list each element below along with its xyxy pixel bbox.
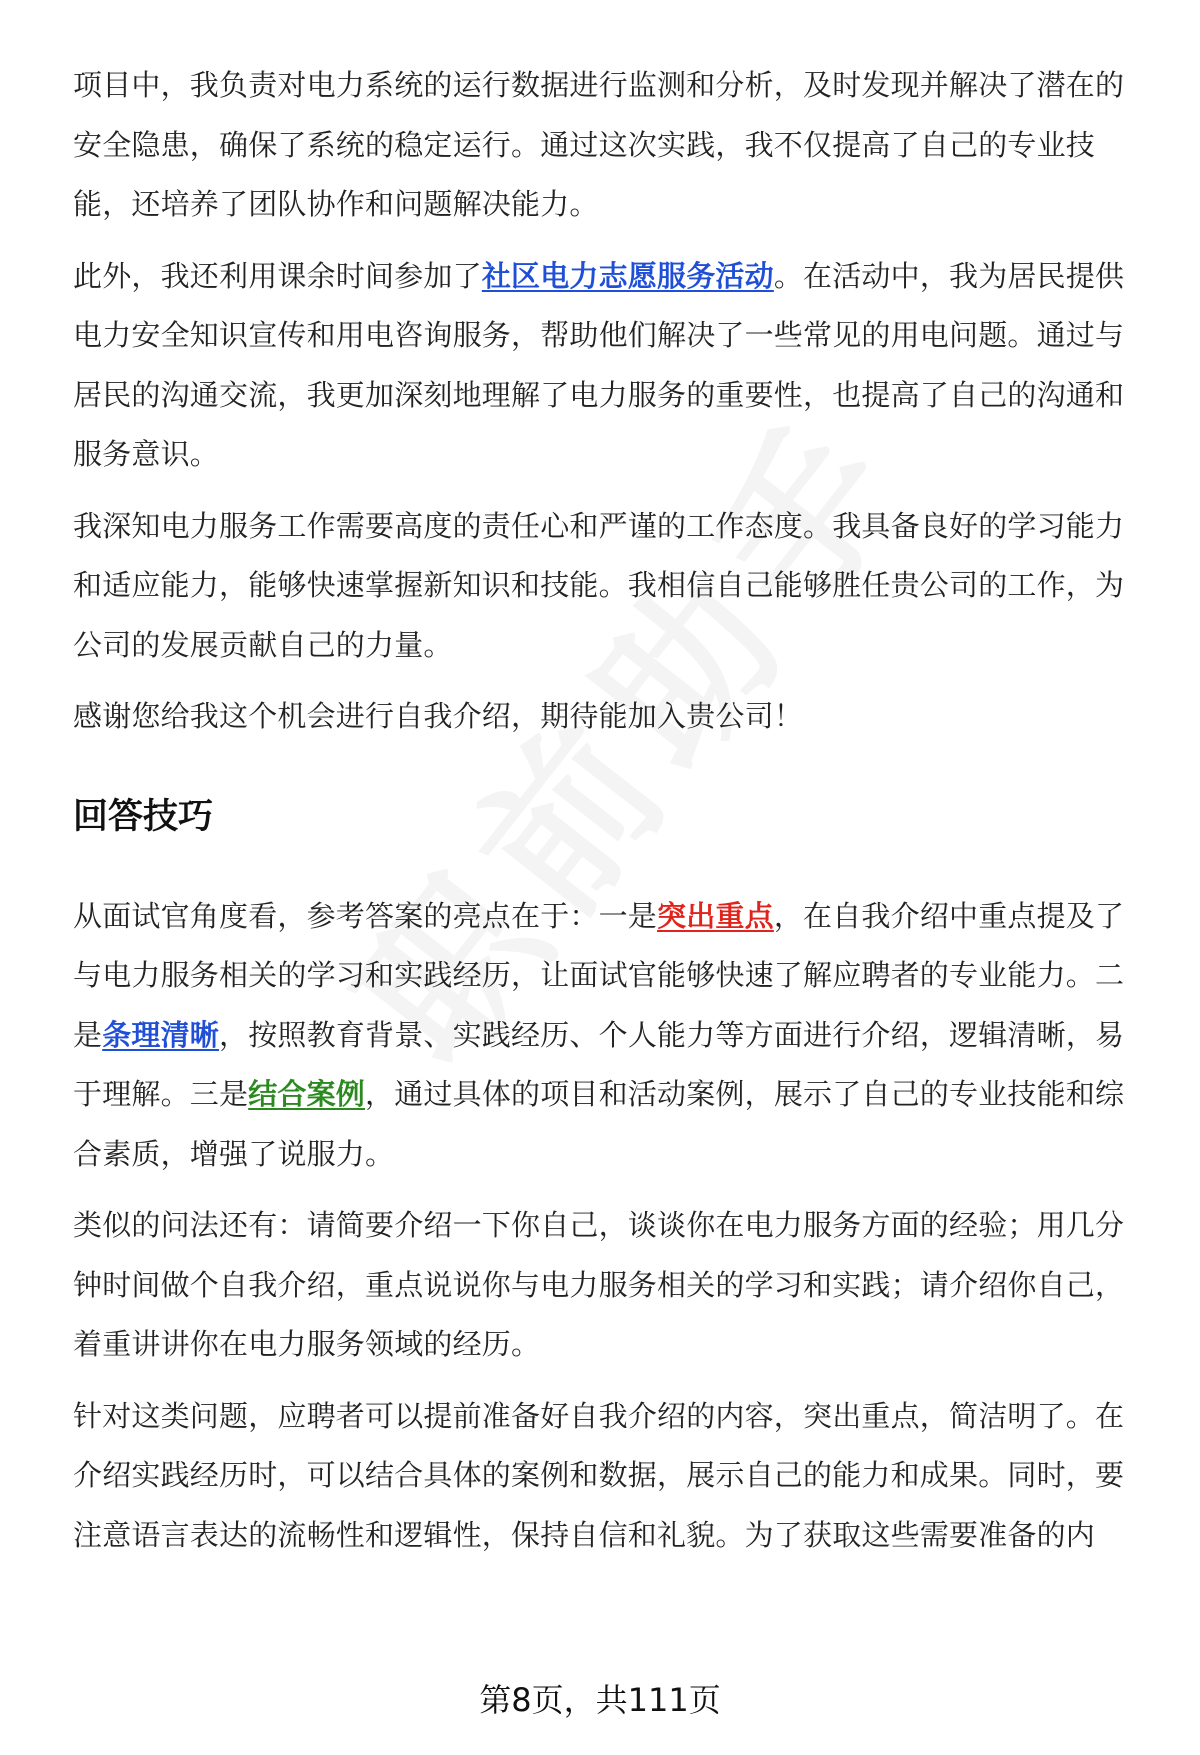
- highlights-text-2: ，在自我介绍中重点提及了与电力服务相关的学习和实践经历，让面试官能够快速了解应聘者的专业能力。二是: [73, 898, 1125, 1052]
- paragraph-volunteer: [73, 247, 1145, 485]
- document-body: [73, 56, 1145, 1591]
- highlight-cases[interactable]: 结合案例: [248, 1077, 366, 1111]
- page-number: 第8页，共111页: [479, 1681, 721, 1719]
- paragraph-similar-questions: 类似的问法还有：请简要介绍一下你自己，谈谈你在电力服务方面的经验；用几分钟时间做个自我介绍，重点说说你与电力服务相关的学习和实践；请介绍你自己，着重讲讲你在电力服务领域的经历。: [73, 1208, 1125, 1361]
- highlight-focus[interactable]: 突出重点: [657, 898, 774, 933]
- volunteer-activity-link[interactable]: 社区电力志愿服务活动: [481, 258, 774, 293]
- paragraph-volunteer-text-2: 。在活动中，我为居民提供电力安全知识宣传和用电咨询服务，帮助他们解决了一些常见的用电问题。通过与居民的沟通交流，我更加深刻地理解了电力服务的重要性，也提高了自己的沟通和服务意识。: [73, 258, 1125, 471]
- paragraph-volunteer-text-1: 此外，我还利用课余时间参加了: [73, 258, 482, 293]
- paragraph-advice: 针对这类问题，应聘者可以提前准备好自我介绍的内容，突出重点，简洁明了。在介绍实践经历时，可以结合具体的案例和数据，展示自己的能力和成果。同时，要注意语言表达的流畅性和逻辑性，保持自信和礼貌。为了获取这些需要准备的内: [73, 1398, 1125, 1552]
- paragraph-highlights: [73, 887, 1145, 1185]
- highlights-text-4: ，通过具体的项目和活动案例，展示了自己的专业技能和综合素质，增强了说服力。: [73, 1077, 1125, 1171]
- section-heading: 回答技巧: [73, 796, 214, 837]
- highlights-text-1: 从面试官角度看，参考答案的亮点在于：一是: [73, 898, 658, 933]
- paragraph-thanks: 感谢您给我这个机会进行自我介绍，期待能加入贵公司！: [73, 699, 804, 733]
- paragraph-responsibility: 我深知电力服务工作需要高度的责任心和严谨的工作态度。我具备良好的学习能力和适应能力，能够快速掌握新知识和技能。我相信自己能够胜任贵公司的工作，为公司的发展贡献自己的力量。: [73, 508, 1125, 662]
- paragraph-project: 项目中，我负责对电力系统的运行数据进行监测和分析，及时发现并解决了潜在的安全隐患，确保了系统的稳定运行。通过这次实践，我不仅提高了自己的专业技能，还培养了团队协作和问题解决能力。: [73, 68, 1125, 221]
- highlights-text-3: ，按照教育背景、实践经历、个人能力等方面进行介绍，逻辑清晰，易于理解。三是: [73, 1017, 1125, 1111]
- highlight-clarity[interactable]: 条理清晰: [102, 1017, 220, 1052]
